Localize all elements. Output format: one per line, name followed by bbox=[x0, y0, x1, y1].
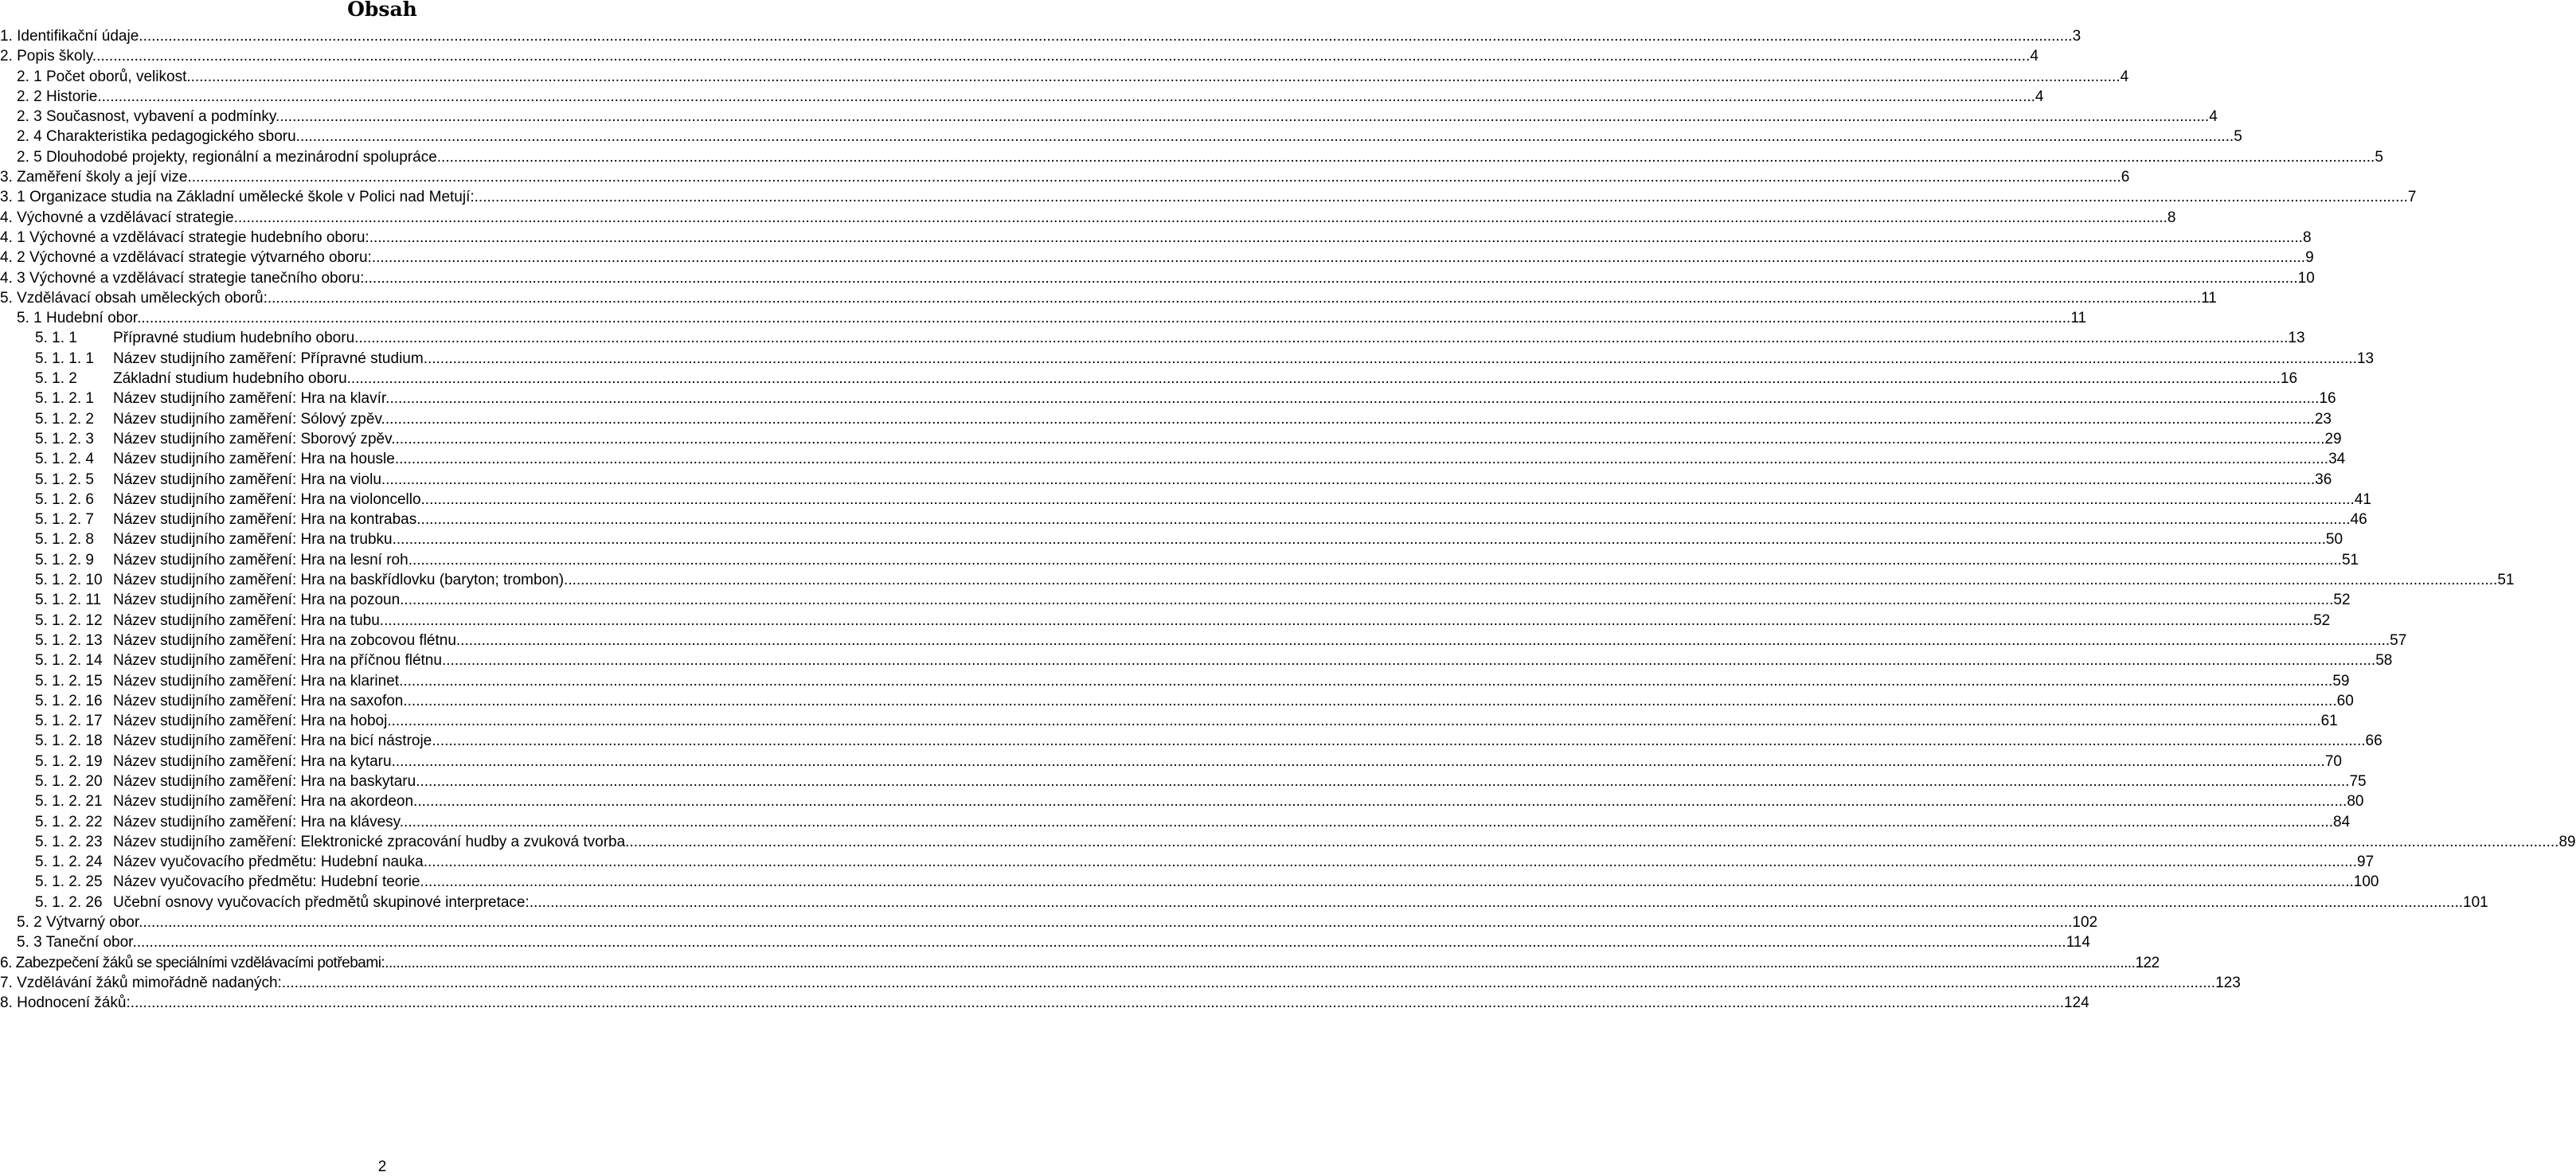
toc-entry-title bbox=[17, 147, 2375, 167]
toc-entry-label: Základní studium hudebního oboru bbox=[113, 370, 347, 388]
toc-entry-label: Název studijního zaměření: Hra na kontrabas bbox=[113, 511, 417, 529]
toc-entry-page: 101 bbox=[2463, 893, 2488, 911]
toc-entry-page: 60 bbox=[2336, 692, 2354, 709]
toc-entry[interactable] bbox=[0, 812, 2351, 832]
toc-entry-label: 4. 3 Výchovné a vzdělávací strategie tanečního oboru: bbox=[0, 269, 365, 287]
toc-entry-title bbox=[17, 107, 2209, 127]
toc-entry[interactable] bbox=[0, 893, 2488, 912]
toc-entry-title bbox=[0, 187, 2408, 207]
toc-entry-title bbox=[0, 973, 2215, 993]
toc-entry-page: 114 bbox=[2066, 934, 2090, 951]
toc-entry-label: Název studijního zaměření: Hra na baskřídlovku (baryton; trombon) bbox=[113, 572, 565, 589]
toc-entry-title bbox=[17, 308, 2070, 328]
toc-entry-label: 4. 1 Výchovné a vzdělávací strategie hudebního oboru: bbox=[0, 229, 369, 246]
toc-entry-page: 36 bbox=[2315, 471, 2332, 488]
toc-entry-page: 100 bbox=[2353, 873, 2379, 891]
toc-entry[interactable] bbox=[0, 711, 2338, 731]
toc-entry-page: 10 bbox=[2297, 269, 2315, 287]
toc-entry-title bbox=[35, 389, 2319, 408]
table-of-contents bbox=[0, 26, 2576, 1014]
toc-entry-label: 7. Vzdělávání žáků mimořádně nadaných: bbox=[0, 974, 282, 991]
toc-entry-label: 4. Výchovné a vzdělávací strategie bbox=[0, 209, 234, 226]
toc-entry-page: 75 bbox=[2349, 772, 2367, 790]
toc-entry-label: 3. 1 Organizace studia na Základní umělecké škole v Polici nad Metují: bbox=[0, 189, 475, 206]
toc-entry-label: Učební osnovy vyučovacích předmětů skupinové interpretace: bbox=[113, 893, 530, 911]
toc-entry-page: 5 bbox=[2375, 148, 2383, 166]
toc-entry-number: 5. 1. 2. 8 bbox=[35, 531, 94, 549]
toc-entry-label: 4. 2 Výchovné a vzdělávací strategie výtvarného oboru: bbox=[0, 249, 372, 267]
toc-entry-page: 89 bbox=[2558, 833, 2576, 850]
toc-entry[interactable] bbox=[0, 349, 2375, 369]
toc-entry-title bbox=[17, 67, 2121, 87]
toc-entry-label: Název studijního zaměření: Hra na violoncello bbox=[113, 490, 421, 508]
toc-entry-number: 5. 1. 2. 14 bbox=[35, 652, 103, 670]
toc-entry-label: Název studijního zaměření: Hra na klarinet bbox=[113, 672, 400, 690]
toc-entry-page: 16 bbox=[2319, 390, 2336, 408]
toc-entry-page: 41 bbox=[2354, 490, 2371, 508]
toc-entry-title bbox=[17, 932, 2066, 952]
toc-entry[interactable] bbox=[0, 208, 2176, 228]
toc-entry-page: 8 bbox=[2302, 229, 2312, 246]
toc-entry-label: Název studijního zaměření: Hra na housle bbox=[113, 451, 395, 468]
toc-entry-number: 5. 1. 2. 7 bbox=[35, 511, 94, 529]
toc-entry-number: 5. 1. 2. 4 bbox=[35, 451, 94, 468]
toc-entry-number: 5. 1. 2. 22 bbox=[35, 813, 103, 830]
toc-entry-number: 5. 1. 2. 3 bbox=[35, 430, 94, 447]
toc-entry[interactable] bbox=[0, 127, 2242, 147]
toc-entry-label: 2. Popis školy. bbox=[0, 48, 97, 65]
toc-entry-label: Název studijního zaměření: Hra na trubku bbox=[113, 531, 393, 549]
toc-entry-title bbox=[35, 510, 2351, 529]
toc-entry-label: Název studijního zaměření: Hra na bicí nástroje bbox=[113, 733, 432, 750]
toc-entry-title bbox=[0, 993, 2064, 1013]
toc-entry-label: Název vyučovacího předmětu: Hudební teorie bbox=[113, 873, 420, 891]
toc-entry[interactable] bbox=[0, 288, 2217, 308]
toc-entry-title bbox=[35, 651, 2375, 670]
toc-entry-number: 5. 1. 2. 12 bbox=[35, 611, 103, 629]
toc-entry-page: 6 bbox=[2121, 169, 2130, 186]
toc-entry-number: 5. 1. 2. 17 bbox=[35, 713, 103, 730]
toc-entry[interactable] bbox=[0, 167, 2130, 187]
toc-entry[interactable] bbox=[0, 369, 2298, 389]
toc-entry-number: 5. 1. 2 bbox=[35, 370, 77, 388]
toc-entry-label: Název studijního zaměření: Sborový zpěv bbox=[113, 430, 392, 447]
page-title: Obsah bbox=[347, 0, 417, 21]
toc-entry-number: 5. 1. 2. 1 bbox=[35, 390, 94, 408]
toc-entry-page: 11 bbox=[2201, 289, 2217, 307]
toc-entry-label: Název studijního zaměření: Hra na hoboj bbox=[113, 713, 388, 730]
toc-entry-label: Název studijního zaměření: Hra na akordeon bbox=[113, 793, 414, 811]
toc-entry-title bbox=[0, 208, 2168, 228]
toc-entry-title bbox=[0, 46, 2030, 66]
toc-entry-label: Název studijního zaměření: Hra na saxofon bbox=[113, 692, 404, 709]
toc-entry-title bbox=[0, 26, 2073, 46]
toc-entry[interactable] bbox=[0, 470, 2332, 490]
toc-entry-title bbox=[35, 731, 2366, 751]
toc-entry-number: 5. 1. 2. 2 bbox=[35, 410, 94, 428]
toc-entry-page: 57 bbox=[2390, 631, 2407, 649]
toc-entry[interactable] bbox=[0, 590, 2351, 610]
toc-entry-title bbox=[35, 812, 2333, 832]
toc-entry[interactable] bbox=[0, 912, 2098, 932]
toc-entry[interactable] bbox=[0, 772, 2367, 791]
toc-entry[interactable] bbox=[0, 570, 2515, 590]
toc-entry-page: 34 bbox=[2328, 451, 2346, 468]
toc-entry-title bbox=[35, 791, 2347, 811]
toc-entry-page: 124 bbox=[2063, 994, 2089, 1012]
toc-entry[interactable] bbox=[0, 449, 2346, 469]
toc-entry-title bbox=[0, 248, 2305, 268]
toc-entry-title bbox=[0, 268, 2298, 288]
toc-entry-page: 66 bbox=[2365, 733, 2383, 750]
toc-entry[interactable] bbox=[0, 429, 2342, 449]
toc-entry-title bbox=[35, 349, 2357, 369]
toc-entry-title bbox=[17, 127, 2234, 147]
toc-entry-page: 23 bbox=[2314, 410, 2332, 428]
toc-entry-label: Název vyučovacího předmětu: Hudební nauka bbox=[113, 854, 424, 871]
toc-entry[interactable] bbox=[0, 651, 2393, 670]
toc-entry-title bbox=[35, 832, 2558, 852]
toc-entry-title bbox=[0, 288, 2201, 308]
toc-entry-page: 123 bbox=[2215, 974, 2241, 991]
toc-entry[interactable] bbox=[0, 328, 2305, 348]
toc-entry-number: 5. 1. 2. 19 bbox=[35, 752, 103, 770]
toc-entry-title bbox=[35, 691, 2337, 711]
toc-entry-label: 3. Zaměření školy a její vize bbox=[0, 169, 188, 186]
toc-entry-page: 4 bbox=[2209, 108, 2218, 126]
toc-entry-number: 5. 1. 2. 26 bbox=[35, 893, 103, 911]
toc-entry-title bbox=[35, 872, 2354, 892]
toc-entry[interactable] bbox=[0, 631, 2407, 651]
toc-entry[interactable] bbox=[0, 832, 2576, 852]
toc-entry[interactable] bbox=[0, 389, 2336, 408]
toc-entry-title bbox=[35, 328, 2288, 348]
toc-entry-label: 5. Vzdělávací obsah uměleckých oborů: bbox=[0, 289, 268, 307]
toc-entry-label: Název studijního zaměření: Elektronické zpracování hudby a zvuková tvorba bbox=[113, 833, 626, 850]
toc-entry-label: Název studijního zaměření: Hra na tubu bbox=[113, 611, 380, 629]
toc-entry-page: 80 bbox=[2347, 793, 2364, 811]
toc-entry-number: 5. 1. 2. 15 bbox=[35, 672, 103, 690]
toc-entry-label: 2. 5 Dlouhodobé projekty, regionální a mezinárodní spolupráce. bbox=[17, 148, 442, 166]
toc-entry-page: 102 bbox=[2072, 914, 2098, 932]
toc-entry-title bbox=[35, 429, 2324, 449]
toc-entry-number: 5. 1. 2. 23 bbox=[35, 833, 103, 850]
toc-entry-page: 8 bbox=[2167, 209, 2176, 226]
toc-entry-label: Název studijního zaměření: Hra na zobcovou flétnu bbox=[113, 631, 456, 649]
toc-entry[interactable] bbox=[0, 187, 2417, 207]
toc-entry[interactable] bbox=[0, 852, 2375, 872]
toc-entry-label: Název studijního zaměření: Hra na lesní roh bbox=[113, 551, 408, 568]
toc-entry-page: 29 bbox=[2324, 430, 2342, 447]
toc-entry-page: 4 bbox=[2120, 68, 2129, 85]
toc-entry-page: 46 bbox=[2350, 511, 2367, 529]
toc-entry[interactable] bbox=[0, 409, 2332, 429]
toc-entry-title bbox=[0, 167, 2121, 187]
toc-entry[interactable] bbox=[0, 67, 2129, 87]
toc-entry-label: Název studijního zaměření: Hra na příčnou flétnu bbox=[113, 652, 442, 670]
page-number: 2 bbox=[377, 1158, 387, 1175]
toc-entry[interactable] bbox=[0, 490, 2371, 510]
toc-entry[interactable] bbox=[0, 26, 2082, 46]
toc-entry-title bbox=[17, 912, 2072, 932]
toc-entry[interactable] bbox=[0, 953, 2160, 973]
toc-entry-number: 5. 1. 2. 13 bbox=[35, 631, 103, 649]
toc-entry-title bbox=[35, 852, 2357, 872]
toc-entry-title bbox=[35, 570, 2497, 590]
toc-entry-title bbox=[35, 752, 2325, 772]
toc-entry-title bbox=[35, 611, 2313, 631]
toc-entry-label: Název studijního zaměření: Hra na klavír bbox=[113, 390, 386, 408]
toc-entry[interactable] bbox=[0, 510, 2367, 529]
toc-entry[interactable] bbox=[0, 87, 2044, 107]
toc-entry-number: 5. 1. 2. 5 bbox=[35, 471, 94, 488]
toc-entry-page: 52 bbox=[2313, 611, 2331, 629]
toc-entry-page: 7 bbox=[2407, 189, 2417, 206]
toc-entry-page: 5 bbox=[2234, 128, 2242, 146]
toc-entry-title bbox=[35, 550, 2342, 570]
toc-entry-number: 5. 1. 2. 16 bbox=[35, 692, 103, 709]
toc-entry-label: Název studijního zaměření: Hra na violu bbox=[113, 471, 381, 488]
toc-entry-label: Název studijního zaměření: Přípravné studium bbox=[113, 350, 424, 367]
toc-entry-label: 2. 1 Počet oborů, velikost bbox=[17, 68, 187, 85]
toc-entry[interactable] bbox=[0, 932, 2090, 952]
toc-entry-label: Název studijního zaměření: Hra na klávesy bbox=[113, 813, 400, 830]
toc-entry-label: Přípravné studium hudebního oboru bbox=[113, 330, 355, 347]
toc-entry-title bbox=[35, 671, 2332, 691]
toc-entry-number: 5. 1. 2. 25 bbox=[35, 873, 103, 891]
toc-entry-page: 70 bbox=[2324, 752, 2342, 770]
toc-entry[interactable] bbox=[0, 791, 2364, 811]
toc-entry-label: 5. 1 Hudební obor bbox=[17, 310, 138, 327]
toc-entry[interactable] bbox=[0, 308, 2087, 328]
toc-entry-page: 59 bbox=[2332, 672, 2350, 690]
toc-entry-number: 5. 1. 2. 6 bbox=[35, 490, 94, 508]
toc-entry[interactable] bbox=[0, 228, 2312, 248]
toc-entry-page: 9 bbox=[2305, 249, 2314, 267]
toc-entry[interactable] bbox=[0, 147, 2383, 167]
toc-entry-number: 5. 1. 2. 20 bbox=[35, 772, 103, 790]
toc-entry-label: 6. Zabezpečení žáků se speciálními vzdělávacími potřebami: bbox=[0, 954, 385, 971]
toc-entry-page: 51 bbox=[2341, 551, 2359, 568]
toc-entry-page: 4 bbox=[2030, 48, 2039, 65]
toc-entry-label: 8. Hodnocení žáků: bbox=[0, 994, 131, 1012]
toc-entry-title bbox=[35, 590, 2333, 610]
toc-entry-page: 50 bbox=[2325, 531, 2343, 549]
toc-entry-title bbox=[35, 369, 2281, 389]
toc-entry-title bbox=[35, 772, 2349, 791]
toc-entry-number: 5. 1. 2. 21 bbox=[35, 793, 103, 811]
toc-entry[interactable] bbox=[0, 973, 2241, 993]
toc-entry-page: 3 bbox=[2072, 28, 2082, 45]
toc-entry[interactable] bbox=[0, 107, 2218, 127]
toc-entry-title bbox=[35, 893, 2463, 912]
toc-entry-label: 2. 4 Charakteristika pedagogického sboru. bbox=[17, 128, 300, 146]
toc-entry-title bbox=[0, 953, 2135, 973]
toc-entry-page: 84 bbox=[2333, 813, 2351, 830]
toc-entry-title bbox=[35, 711, 2321, 731]
toc-entry[interactable] bbox=[0, 872, 2379, 892]
toc-entry[interactable] bbox=[0, 46, 2039, 66]
toc-entry-number: 5. 1. 2. 18 bbox=[35, 733, 103, 750]
toc-entry-label: Název studijního zaměření: Sólový zpěv bbox=[113, 410, 381, 428]
toc-entry[interactable] bbox=[0, 611, 2331, 631]
toc-entry-label: 1. Identifikační údaje bbox=[0, 28, 139, 45]
toc-entry-page: 11 bbox=[2070, 310, 2087, 327]
toc-entry[interactable] bbox=[0, 550, 2359, 570]
toc-entry-title bbox=[35, 529, 2326, 549]
toc-entry-title bbox=[35, 409, 2315, 429]
toc-entry[interactable] bbox=[0, 268, 2315, 288]
toc-entry[interactable] bbox=[0, 529, 2343, 549]
toc-entry-title bbox=[0, 228, 2303, 248]
toc-entry-number: 5. 1. 2. 11 bbox=[35, 592, 102, 609]
toc-entry-page: 61 bbox=[2320, 713, 2338, 730]
toc-entry[interactable] bbox=[0, 671, 2350, 691]
toc-entry[interactable] bbox=[0, 248, 2314, 268]
toc-entry-page: 4 bbox=[2035, 88, 2044, 105]
toc-entry-label: Název studijního zaměření: Hra na baskytaru bbox=[113, 772, 416, 790]
toc-entry-number: 5. 1. 2. 10 bbox=[35, 572, 103, 589]
toc-entry-title bbox=[35, 470, 2315, 490]
toc-entry-page: 13 bbox=[2288, 330, 2305, 347]
toc-entry-label: 2. 3 Současnost, vybavení a podmínky bbox=[17, 108, 276, 126]
toc-entry[interactable] bbox=[0, 752, 2342, 772]
toc-entry-title bbox=[35, 631, 2390, 651]
toc-entry-label: Název studijního zaměření: Hra na kytaru bbox=[113, 752, 392, 770]
toc-entry-page: 13 bbox=[2356, 350, 2375, 367]
toc-entry-page: 16 bbox=[2280, 370, 2298, 388]
toc-entry-title bbox=[17, 87, 2035, 107]
toc-entry-page: 52 bbox=[2333, 592, 2351, 609]
toc-entry-label: Název studijního zaměření: Hra na pozoun bbox=[113, 592, 401, 609]
toc-entry[interactable] bbox=[0, 691, 2354, 711]
toc-entry-number: 5. 1. 2. 24 bbox=[35, 854, 103, 871]
toc-entry-page: 97 bbox=[2357, 854, 2375, 871]
toc-entry-title bbox=[35, 449, 2328, 469]
toc-entry-label: 2. 2 Historie. bbox=[17, 88, 102, 105]
toc-entry-page: 58 bbox=[2375, 652, 2393, 670]
toc-entry-page: 122 bbox=[2135, 954, 2160, 971]
toc-entry-page: 51 bbox=[2497, 572, 2515, 589]
toc-entry-label: 5. 2 Výtvarný obor bbox=[17, 914, 139, 932]
toc-entry-number: 5. 1. 1 bbox=[35, 330, 77, 347]
toc-entry-number: 5. 1. 2. 9 bbox=[35, 551, 94, 568]
toc-entry-title bbox=[35, 490, 2355, 510]
toc-entry[interactable] bbox=[0, 993, 2089, 1013]
toc-entry[interactable] bbox=[0, 731, 2383, 751]
toc-entry-label: 5. 3 Taneční obor bbox=[17, 934, 133, 951]
toc-entry-number: 5. 1. 1. 1 bbox=[35, 350, 94, 367]
